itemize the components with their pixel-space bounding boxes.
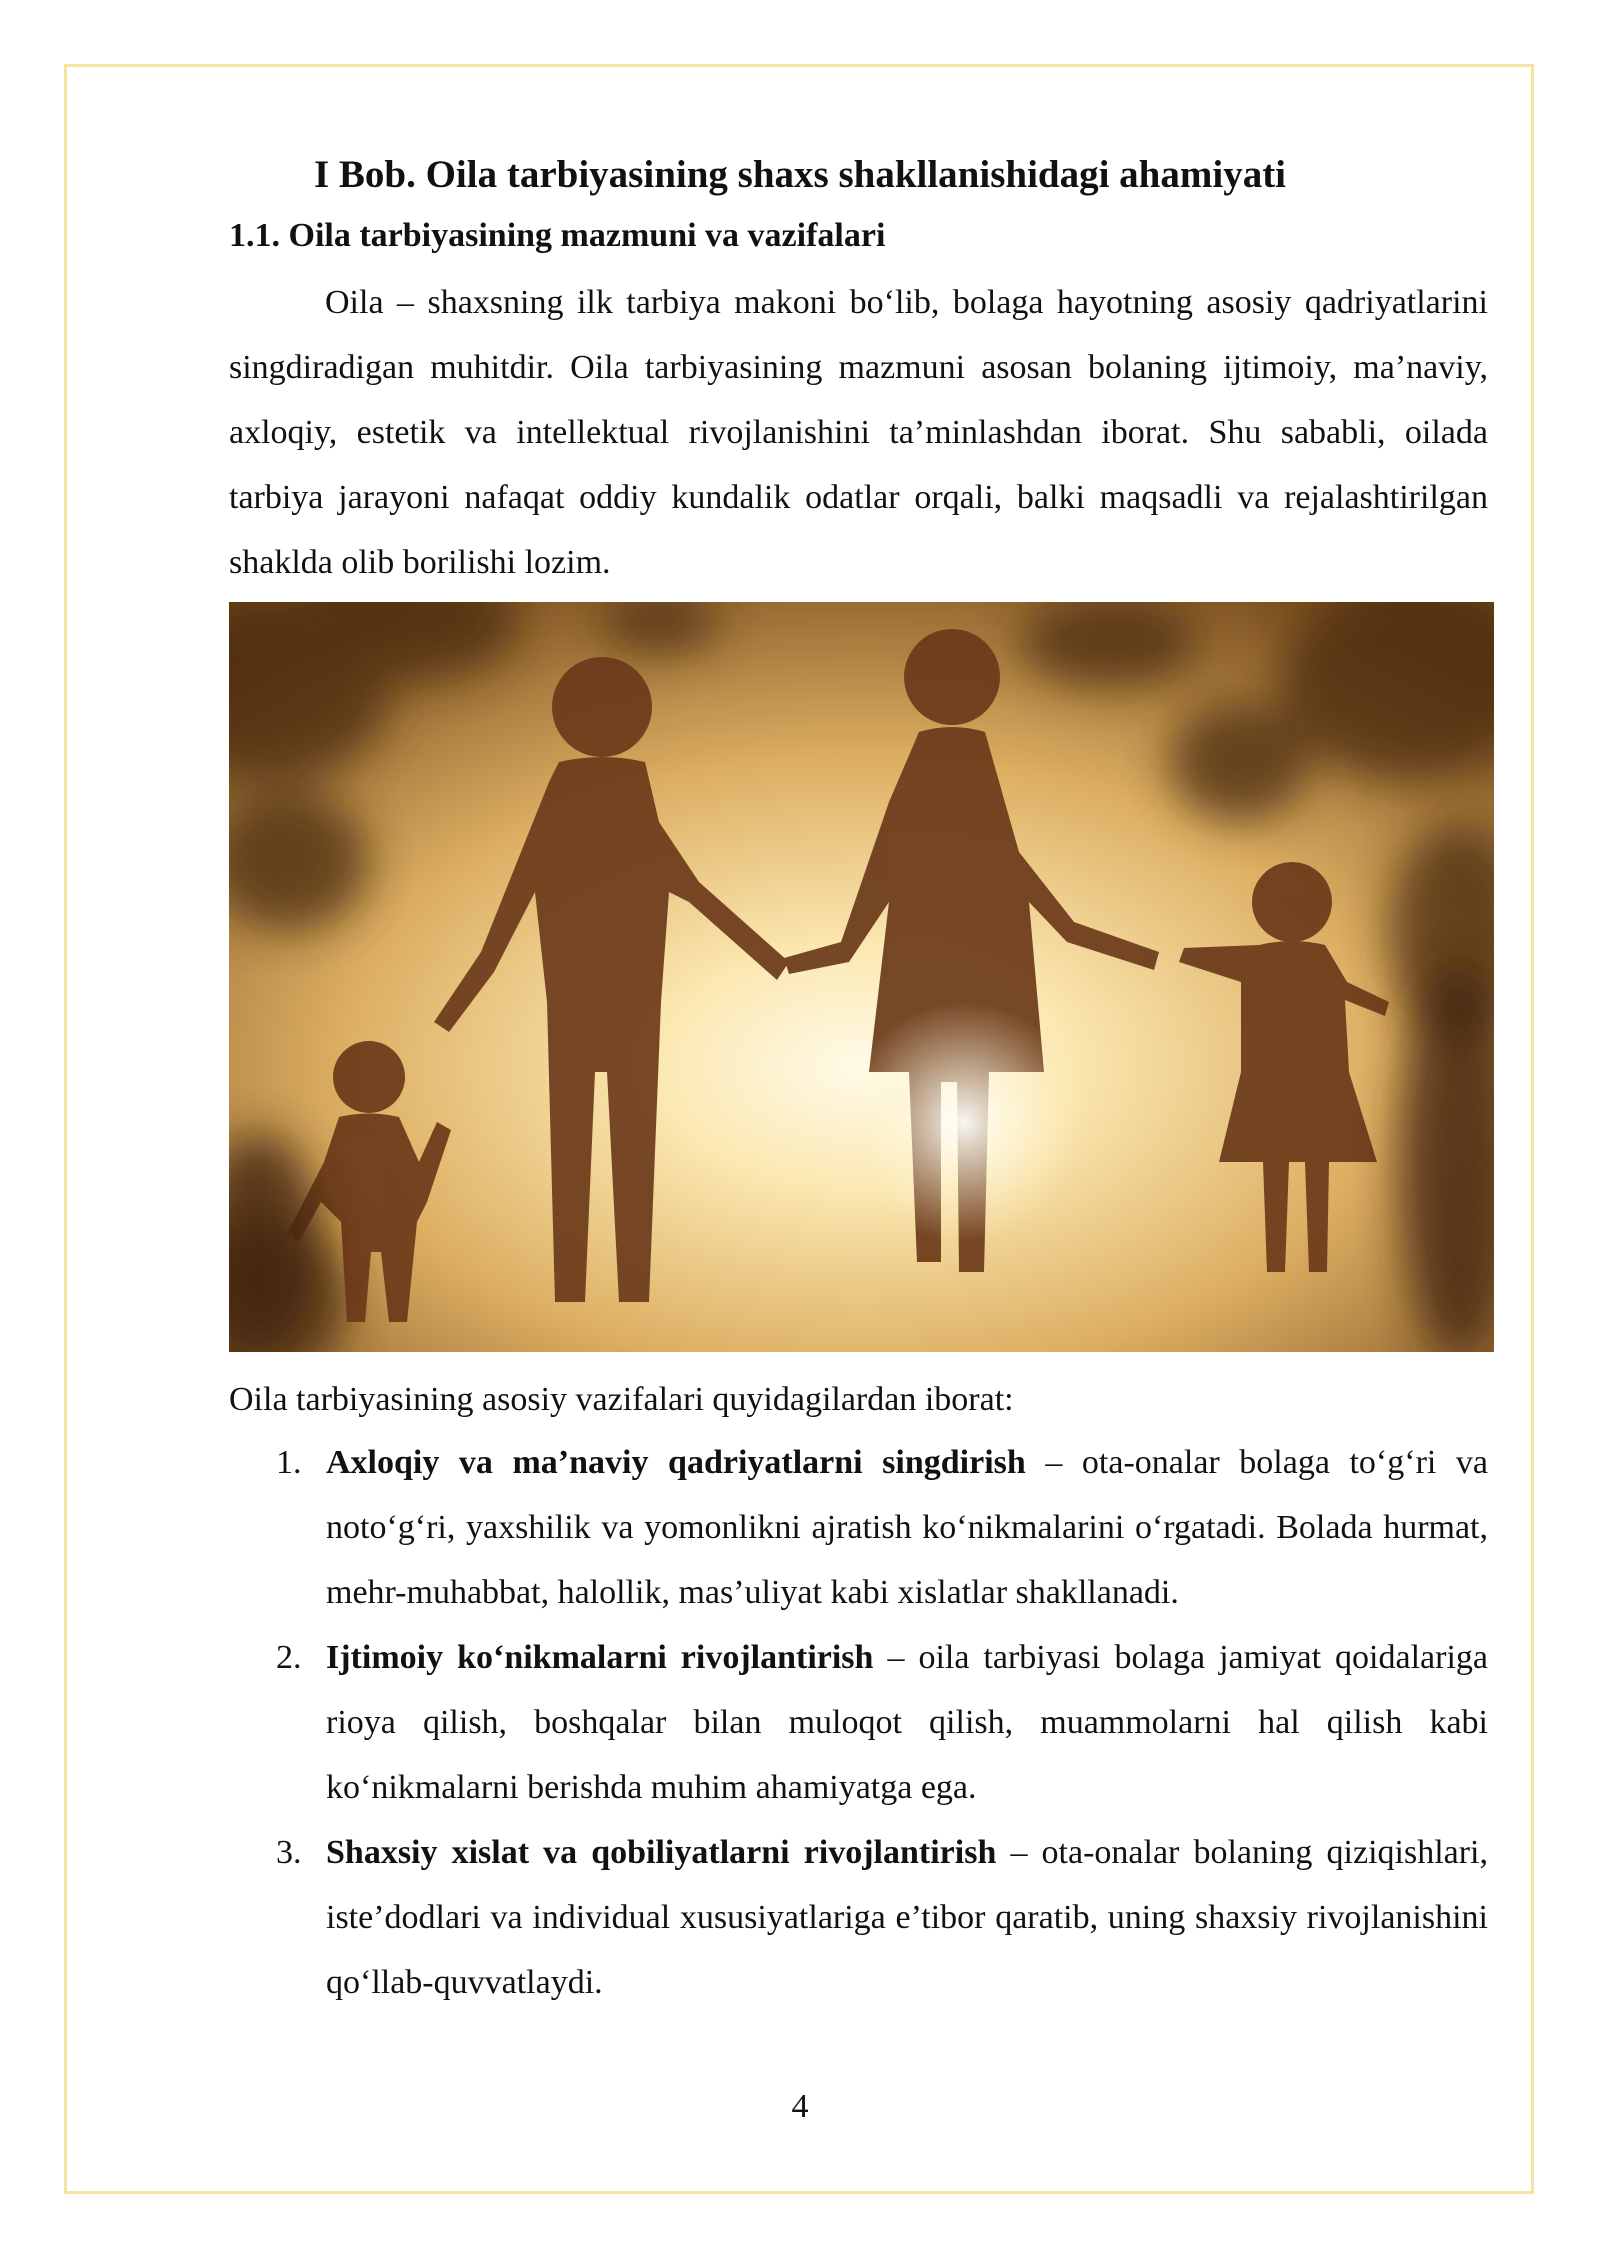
section-title: 1.1. Oila tarbiyasining mazmuni va vazifalari xyxy=(229,217,886,254)
list-number: 1. xyxy=(276,1444,302,1481)
task-title: Ijtimoiy ko‘nikmalarni rivojlantirish xyxy=(326,1639,874,1676)
tasks-list xyxy=(229,1430,1488,2015)
intro-paragraph: Oila – shaxsning ilk tarbiya makoni bo‘lib, bolaga hayotning asosiy qadriyatlarini singdiradigan muhitdir. Oila tarbiyasining mazmuni asosan bolaning ijtimoiy, ma’naviy, axloqiy, estetik va intellektual rivojlanishini ta’minlashdan iborat. Shu sababli, oilada tarbiya jarayoni nafaqat oddiy kundalik odatlar orqali, balki maqsadli va rejalashtirilgan shaklda olib borilishi lozim. xyxy=(229,284,1488,581)
family-silhouette-photo xyxy=(229,602,1494,1352)
family-silhouette-illustration xyxy=(229,602,1494,1352)
task-text: – ota-onalar bolaga to‘g‘ri va noto‘g‘ri, yaxshilik va yomonlikni ajratish ko‘nikmalarini o‘rgatadi. Bolada hurmat, mehr-muhabbat, halollik, mas’uliyat kabi xislatlar shakllanadi. xyxy=(326,1444,1488,1611)
list-item xyxy=(229,1430,1488,1625)
task-title: Shaxsiy xislat va qobiliyatlarni rivojlantirish xyxy=(326,1834,997,1871)
task-text: – oila tarbiyasi bolaga jamiyat qoidalariga rioya qilish, boshqalar bilan muloqot qilish, muammolarni hal qilish kabi ko‘nikmalarni berishda muhim ahamiyatga ega. xyxy=(326,1639,1488,1806)
task-title: Axloqiy va ma’naviy qadriyatlarni singdirish xyxy=(326,1444,1026,1481)
list-item xyxy=(229,1820,1488,2015)
list-intro: Oila tarbiyasining asosiy vazifalari quyidagilardan iborat: xyxy=(229,1381,1014,1418)
list-number: 2. xyxy=(276,1639,302,1676)
list-number: 3. xyxy=(276,1834,302,1871)
page-number: 4 xyxy=(791,2088,809,2125)
list-item xyxy=(229,1625,1488,1820)
task-text: – ota-onalar bolaning qiziqishlari, iste’dodlari va individual xususiyatlariga e’tibor qaratib, uning shaxsiy rivojlanishini qo‘llab-quvvatlaydi. xyxy=(326,1834,1488,2001)
chapter-title: I Bob. Oila tarbiyasining shaxs shakllanishidagi ahamiyati xyxy=(313,153,1287,196)
